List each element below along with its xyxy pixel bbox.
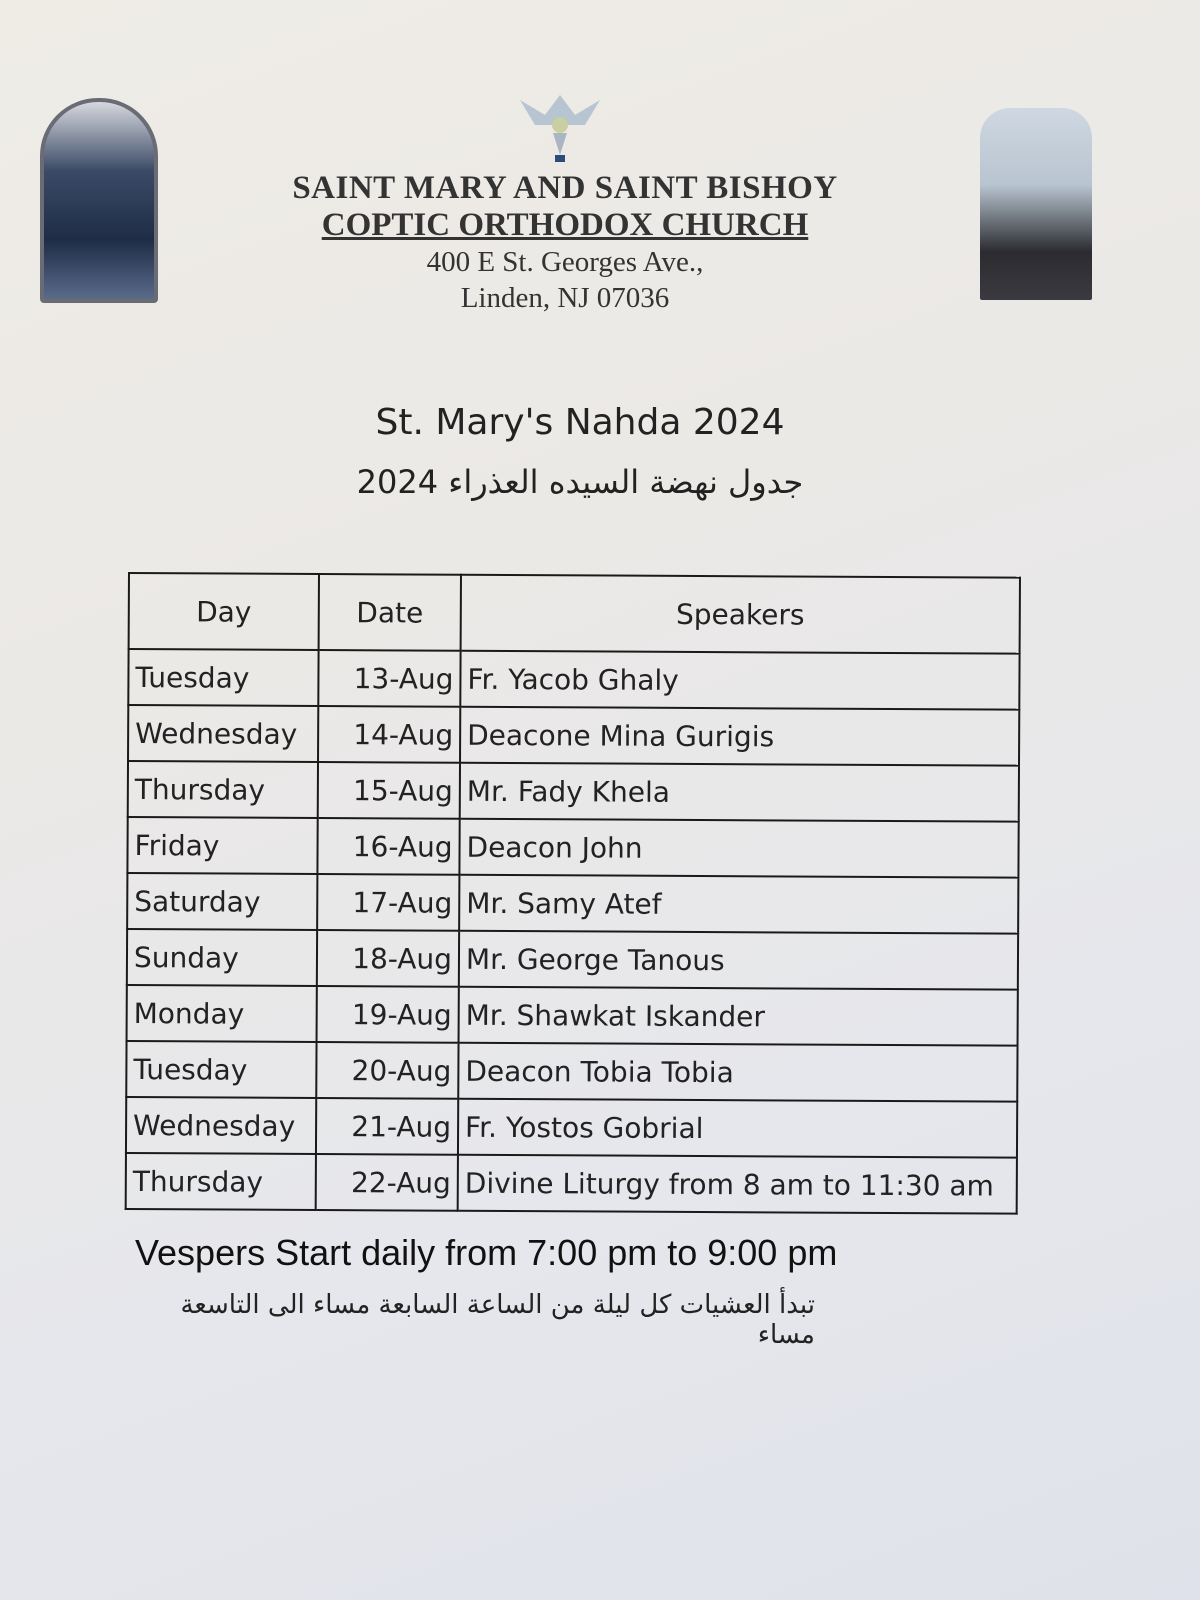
church-emblem-icon	[515, 85, 605, 165]
schedule-table	[125, 572, 1021, 1215]
date-cell: 18-Aug	[317, 930, 459, 987]
day-cell: Thursday	[126, 1153, 316, 1210]
speaker-cell: Mr. Samy Atef	[459, 875, 1018, 934]
speaker-cell: Fr. Yacob Ghaly	[460, 651, 1019, 710]
vespers-note-arabic: تبدأ العشيات كل ليلة من الساعة السابعة مساء الى التاسعة مساء	[180, 1290, 815, 1350]
page-title: St. Mary's Nahda 2024	[375, 402, 785, 443]
day-cell: Tuesday	[126, 1041, 316, 1098]
table-row	[128, 761, 1019, 822]
church-name-line2	[0, 207, 1130, 244]
speaker-cell: Deacon Tobia Tobia	[458, 1043, 1017, 1102]
table-row	[127, 929, 1018, 990]
speaker-cell: Mr. Fady Khela	[460, 763, 1019, 822]
day-cell: Tuesday	[128, 649, 318, 706]
church-name-line2-text: COPTIC ORTHODOX CHURCH	[321, 207, 809, 243]
day-cell: Monday	[127, 985, 317, 1042]
date-cell: 16-Aug	[317, 818, 459, 875]
date-cell: 19-Aug	[317, 986, 459, 1043]
address-line1: 400 E St. Georges Ave.,	[426, 246, 704, 278]
table-row	[128, 705, 1019, 766]
table-row	[127, 817, 1018, 878]
speaker-cell: Mr. Shawkat Iskander	[459, 987, 1018, 1046]
arabic-title: جدول نهضة السيده العذراء 2024	[356, 463, 804, 501]
day-cell: Wednesday	[126, 1097, 316, 1154]
date-cell: 20-Aug	[316, 1042, 458, 1099]
table-row	[126, 1097, 1017, 1158]
table-row	[128, 649, 1019, 710]
table-header-row	[129, 573, 1020, 654]
church-name-line1: SAINT MARY AND SAINT BISHOY	[292, 170, 838, 206]
table-row	[127, 985, 1018, 1046]
table-row	[126, 1153, 1017, 1214]
date-cell: 14-Aug	[318, 706, 460, 763]
table-row	[127, 873, 1018, 934]
date-cell: 13-Aug	[318, 650, 460, 707]
day-cell: Wednesday	[128, 705, 318, 762]
day-cell: Thursday	[128, 761, 318, 818]
day-cell: Sunday	[127, 929, 317, 986]
date-cell: 21-Aug	[316, 1098, 458, 1155]
speaker-cell: Deacone Mina Gurigis	[460, 707, 1019, 766]
header-date: Date	[319, 574, 461, 651]
vespers-note: Vespers Start daily from 7:00 pm to 9:00 pm	[135, 1232, 838, 1273]
date-cell: 17-Aug	[317, 874, 459, 931]
table-row	[126, 1041, 1017, 1102]
speaker-cell: Divine Liturgy from 8 am to 11:30 am	[458, 1155, 1017, 1214]
day-cell: Friday	[127, 817, 317, 874]
speaker-cell: Mr. George Tanous	[459, 931, 1018, 990]
header-speakers: Speakers	[461, 575, 1020, 654]
speaker-cell: Fr. Yostos Gobrial	[458, 1099, 1017, 1158]
date-cell: 22-Aug	[316, 1154, 458, 1211]
header-day: Day	[129, 573, 319, 650]
day-cell: Saturday	[127, 873, 317, 930]
speaker-cell: Deacon John	[459, 819, 1018, 878]
address-line2: Linden, NJ 07036	[460, 282, 670, 314]
date-cell: 15-Aug	[318, 762, 460, 819]
